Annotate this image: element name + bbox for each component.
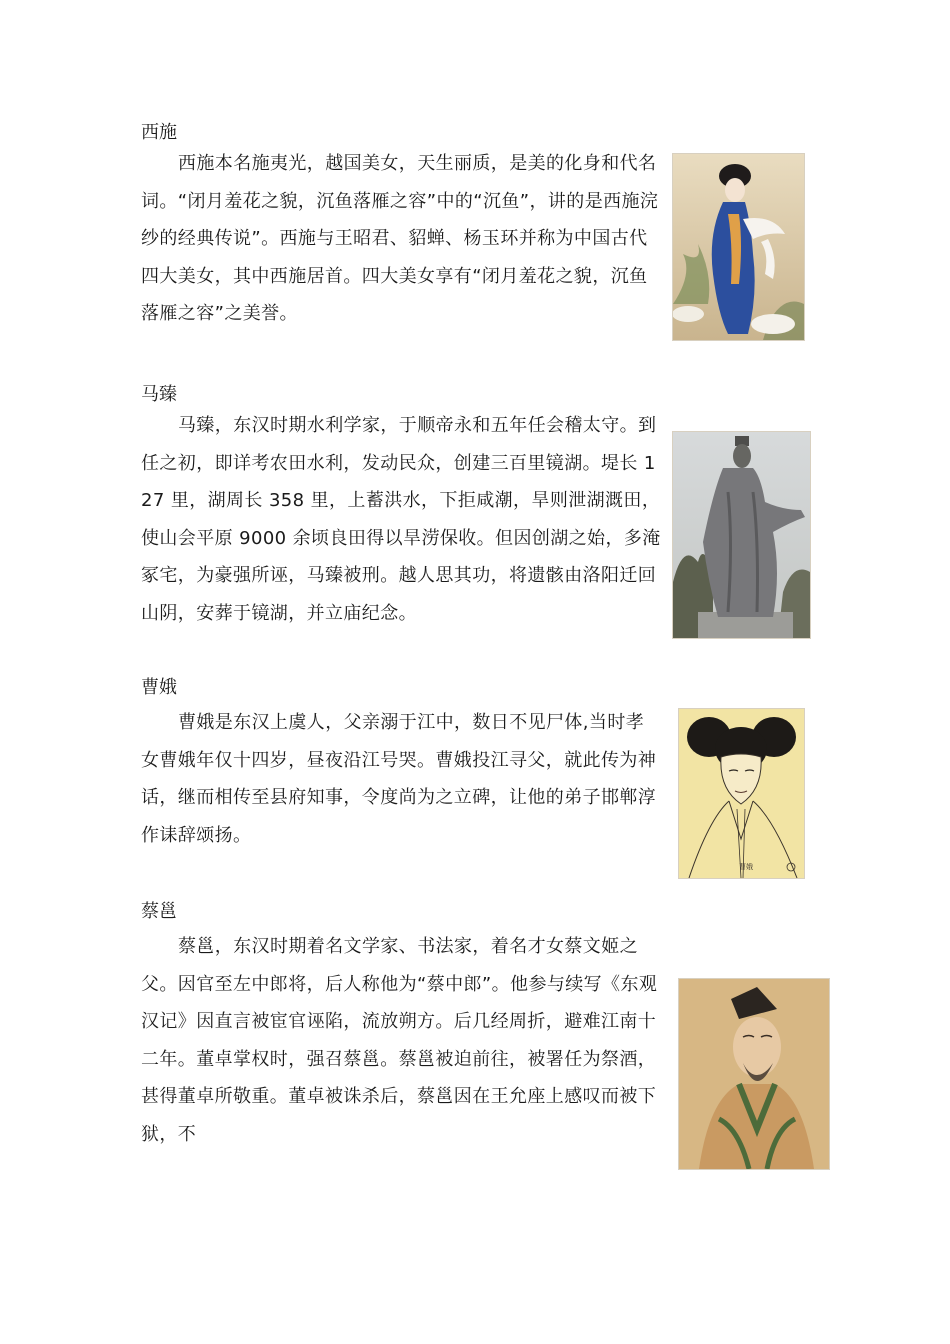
section-title: 曹娥 — [141, 677, 177, 698]
section-paragraph: 蔡邕，东汉时期着名文学家、书法家，着名才女蔡文姬之父。因官至左中郎将，后人称他为“蔡中郎”。他参与续写《东观汉记》因直言被宦官诬陷，流放朔方。后几经周折，避难江南十二年。董卓掌权时，强召蔡邕。蔡邕被迫前往，被署任为祭酒，甚得董卓所敬重。董卓被诛杀后，蔡邕因在王允座上感叹而被下狱，不 — [141, 936, 658, 1145]
section-title: 西施 — [141, 122, 177, 143]
section-title: 蔡邕 — [141, 901, 177, 922]
caiyong-portrait-image — [678, 978, 830, 1170]
mazhen-statue-image — [672, 431, 811, 639]
xishi-portrait-image — [672, 153, 805, 341]
section-title: 马臻 — [141, 384, 177, 405]
caoe-sketch-image — [678, 708, 805, 879]
seal-signature: 曹娥 — [739, 863, 753, 871]
section-paragraph: 西施本名施夷光，越国美女，天生丽质，是美的化身和代名词。“闭月羞花之貌，沉鱼落雁之容”中的“沉鱼”，讲的是西施浣纱的经典传说”。西施与王昭君、貂蝉、杨玉环并称为中国古代四大美女，其中西施居首。四大美女享有“闭月羞花之貌，沉鱼落雁之容”之美誉。 — [141, 153, 659, 324]
section-paragraph: 曹娥是东汉上虞人，父亲溺于江中，数日不见尸体,当时孝女曹娥年仅十四岁，昼夜沿江号哭。曹娥投江寻父，就此传为神话，继而相传至县府知事，令度尚为之立碑，让他的弟子邯郸淳作诔辞颂扬。 — [141, 712, 657, 846]
section-paragraph: 马臻，东汉时期水利学家，于顺帝永和五年任会稽太守。到任之初，即详考农田水利，发动民众，创建三百里镜湖。堤长 127 里，湖周长 358 里，上蓄洪水，下拒咸潮，旱则泄湖溉田，使山会平原 9000 余顷良田得以旱涝保收。但因创湖之始，多淹冢宅，为豪强所诬，马臻被刑。越人思其功，将遗骸由洛阳迁回山阴，安葬于镜湖，并立庙纪念。 — [141, 415, 661, 624]
